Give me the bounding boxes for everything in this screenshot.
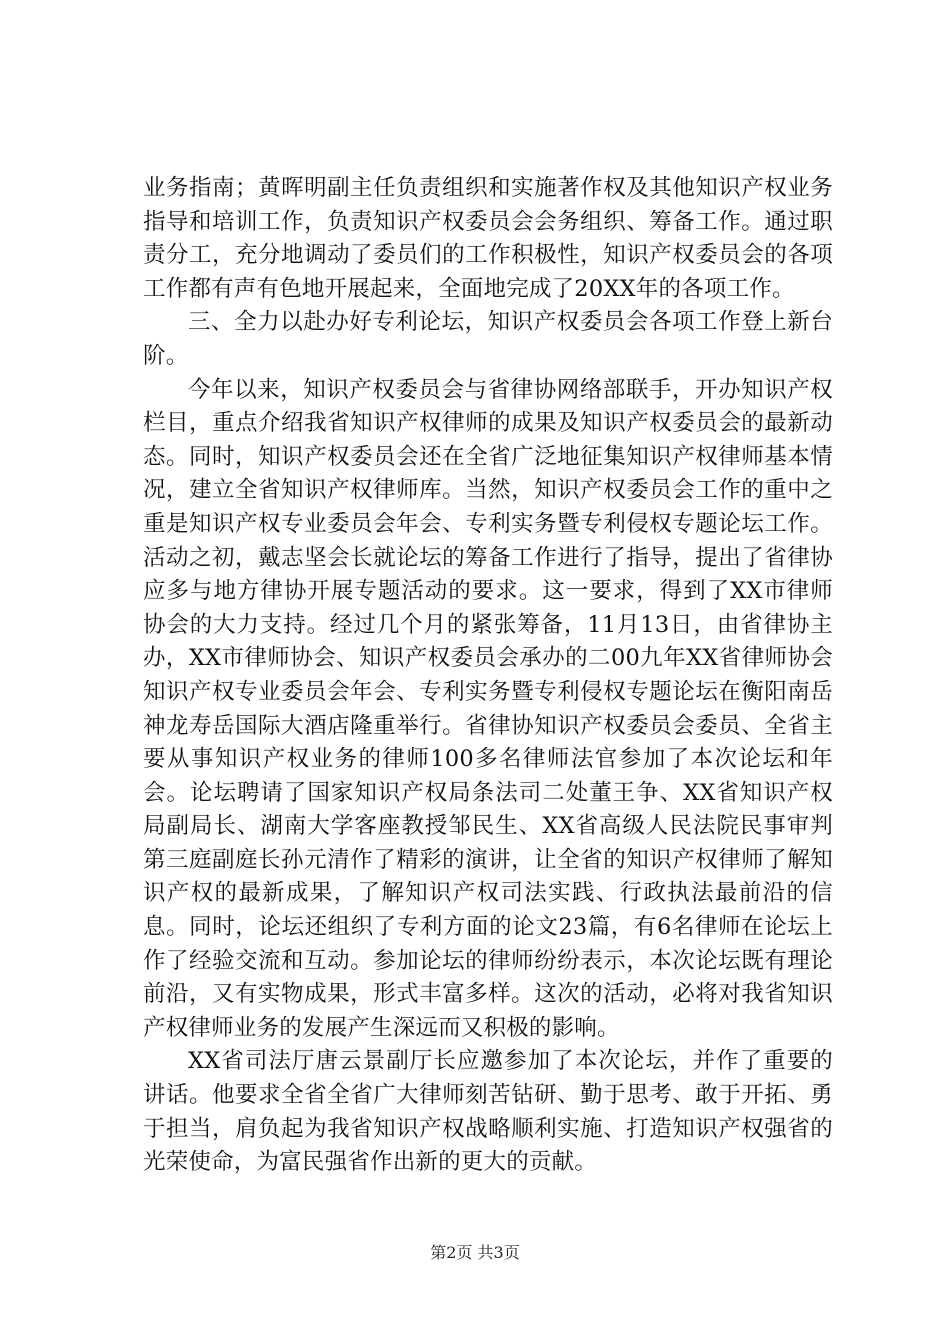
paragraph-speech: XX省司法厅唐云景副厅长应邀参加了本次论坛，并作了重要的讲话。他要求全省全省广大律师刻苦钻研、勤于思考、敢于开拓、勇于担当，肩负起为我省知识产权战略顺利实施、打造知识产权强省的光荣使命，为富民强省作出新的更大的贡献。: [143, 1048, 833, 1176]
document-body: [143, 172, 833, 1180]
paragraph-section-heading: 三、全力以赴办好专利论坛，知识产权委员会各项工作登上新台阶。: [143, 309, 833, 369]
paragraph-continuation: 业务指南；黄晖明副主任负责组织和实施著作权及其他知识产权业务指导和培训工作，负责知识产权委员会会务组织、筹备工作。通过职责分工，充分地调动了委员们的工作积极性，知识产权委员会的各项工作都有声有色地开展起来，全面地完成了20XX年的各项工作。: [143, 175, 833, 302]
page-footer: 第2页 共3页: [430, 1243, 520, 1262]
paragraph-forum-details: 今年以来，知识产权委员会与省律协网络部联手，开办知识产权栏目，重点介绍我省知识产权律师的成果及知识产权委员会的最新动态。同时，知识产权委员会还在全省广泛地征集知识产权律师基本情况，建立全省知识产权律师库。当然，知识产权委员会工作的重中之重是知识产权专业委员会年会、专利实务暨专利侵权专题论坛工作。活动之初，戴志坚会长就论坛的筹备工作进行了指导，提出了省律协应多与地方律协开展专题活动的要求。这一要求，得到了XX市律师协会的大力支持。经过几个月的紧张筹备，11月13日，由省律协主办，XX市律师协会、知识产权委员会承办的二00九年XX省律师协会知识产权专业委员会年会、专利实务暨专利侵权专题论坛在衡阳南岳神龙寿岳国际大酒店隆重举行。省律协知识产权委员会委员、全省主要从事知识产权业务的律师100多名律师法官参加了本次论坛和年会。论坛聘请了国家知识产权局条法司二处董王争、XX省知识产权局副局长、湖南大学客座教授邹民生、XX省高级人民法院民事审判第三庭副庭长孙元清作了精彩的演讲，让全省的知识产权律师了解知识产权的最新成果，了解知识产权司法实践、行政执法最前沿的信息。同时，论坛还组织了专利方面的论文23篇，有6名律师在论坛上作了经验交流和互动。参加论坛的律师纷纷表示，本次论坛既有理论前沿，又有实物成果，形式丰富多样。这次的活动，必将对我省知识产权律师业务的发展产生深远而又积极的影响。: [143, 376, 833, 1041]
